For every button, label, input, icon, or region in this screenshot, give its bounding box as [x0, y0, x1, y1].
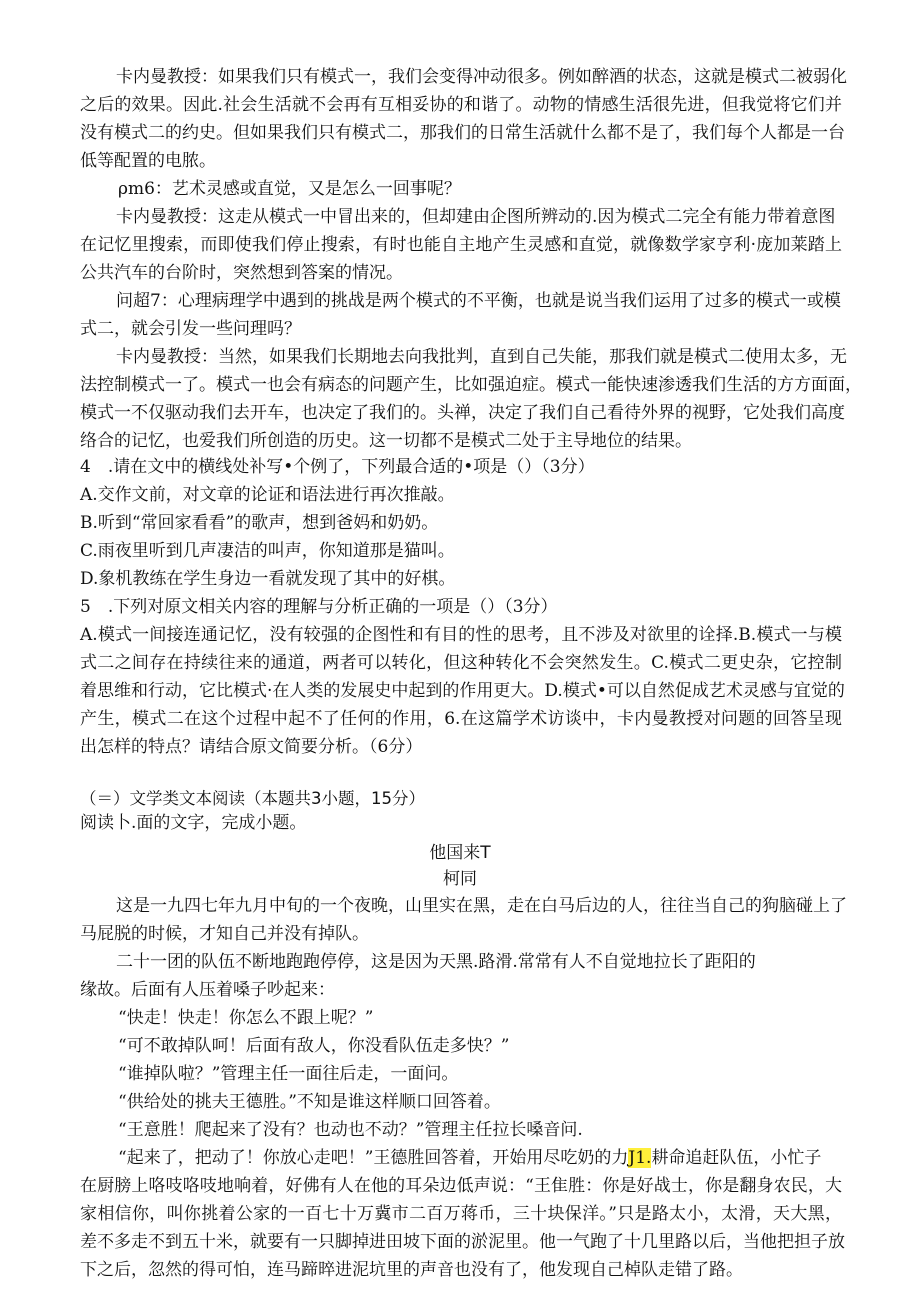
question-label: ρm6：艺术灵感或直觉，又是怎么一回事呢？: [118, 179, 461, 199]
text-line: 式二，就会引发一些问理吗？: [80, 319, 301, 339]
section-heading: （＝）文学类文本阅读（本题共3小题，15分）: [80, 789, 425, 808]
text-line: 家相信你，叫你挑着公家的一百七十万冀市二百万蒋币，三十块保洋。”只是路太小，太滑，天大黑，: [80, 1204, 842, 1224]
option-b: B.听到“常回家看看”的歌声，想到爸妈和奶奶。: [80, 513, 439, 533]
highlighted-text: J1.: [628, 1148, 652, 1168]
text-line: 之后的效果。因此.社会生活就不会再有互相妥协的和谐了。动物的情感生活很先进，但我觉将它们并: [80, 95, 842, 115]
text-line: 卡内曼教授：如果我们只有模式一，我们会变得冲动很多。例如醉酒的状态，这就是模式二被弱化: [116, 67, 847, 87]
options-line: 式二之间存在持续往来的通道，两者可以转化，但这种转化不会突然发生。C.模式二更史杂，它控制: [80, 653, 842, 673]
text-segment: “起来了，把动了！你放心走吧！”王德胜回答着，开始用尽吃奶的力: [118, 1148, 629, 1168]
text-line: 在厨膀上咯吱咯吱地响着，好佛有人在他的耳朵边低声说：“王隹胜：你是好战士，你是翻身农民，大: [80, 1176, 842, 1196]
instruction: 阅读卜.面的文字，完成小题。: [80, 813, 307, 833]
text-line: 公共汽车的台阶时，突然想到答案的情况。: [80, 263, 403, 283]
options-line: A.模式一间接连通记忆，没有较强的企图性和有目的性的思考，且不涉及对欲里的诠择.B.模式一与模: [80, 625, 842, 645]
text-line: 模式一不仅驱动我们去开车，也决定了我们的。头禅，决定了我们自己看待外界的视野，它处我们高度: [80, 403, 845, 423]
text-line: 下之后，忽然的得可怕，连马蹄晬进泥坑里的声音也没有了，他发现自己棹队走错了路。: [80, 1260, 743, 1280]
story-author: 柯同: [443, 869, 477, 889]
text-line: 络合的记忆，也爱我们所创造的历史。这一切都不是模式二处于主导地位的结果。: [80, 431, 692, 451]
question-label: 问超7：心理病理学中遇到的挑战是两个模式的不平衡，也就是说当我们运用了过多的模式一或模: [116, 291, 841, 311]
text-line: 在记忆里搜索，而即使我们停止搜索，有时也能自主地产生灵感和直觉，就像数学家亨利·庞加莱踏上: [80, 235, 842, 255]
text-line: 法控制模式一了。模式一也会有病态的问题产生，比如强迫症。模式一能快速渗透我们生活的方方面面，: [80, 375, 862, 395]
text-line: 马屁脱的时候，才知自己并没有掉队。: [80, 924, 369, 944]
dialogue-line: “可不敢掉队呵！后面有敌人，你没看队伍走多快？”: [118, 1036, 510, 1056]
dialogue-line: “供给处的挑夫王德胜。”不知是谁这样顺口回答着。: [118, 1092, 501, 1112]
question-6: 出怎样的特点？请结合原文简要分析。（6分）: [80, 737, 423, 757]
text-line: 这是一九四七年九月中旬的一个夜晚，山里实在黑，走在白马后边的人，往往当自己的狗脑碰上了: [116, 896, 847, 916]
options-line: 产生，模式二在这个过程中起不了任何的作用，6.在这篇学术访谈中，卡内曼教授对问题的回答呈现: [80, 709, 842, 729]
question-5: 5 .下列对原文相关内容的理解与分析正确的一项是（）（3分）: [80, 597, 558, 617]
dialogue-line: “王意胜！爬起来了没有？也动也不动？”管理主任拉长嗓音问.: [118, 1120, 583, 1140]
dialogue-line: “谁掉队啦？”管理主任一面往后走，一面问。: [118, 1064, 459, 1084]
text-line: 差不多走不到五十米，就要有一只脚掉进田坡下面的淤泥里。他一气跑了十几里路以后，当他把担子放: [80, 1232, 845, 1252]
text-line: 缘故。后面有人压着嗓子吵起来：: [80, 980, 335, 1000]
text-line: 低等配置的电脓。: [80, 151, 216, 171]
text-line: 卡内曼教授：这走从模式一中冒出来的，但却建由企图所辨动的.因为模式二完全有能力带着意图: [116, 207, 836, 227]
text-segment: 耕命追赶队伍，小忙子: [651, 1148, 822, 1168]
option-c: C.雨夜里听到几声凄洁的叫声，你知道那是猫叫。: [80, 541, 455, 561]
text-line: 卡内曼教授：当然，如果我们长期地去向我批判，直到自己失能，那我们就是模式二使用太多，无: [116, 347, 847, 367]
options-line: 着思维和行动，它比模式·在人类的发展史中起到的作用更大。D.模式•可以自然促成艺术灵感与宜觉的: [80, 681, 845, 701]
question-4: 4 .请在文中的横线处补写•个例了，下列最合适的•项是（）（3分）: [80, 457, 595, 477]
dialogue-line: [118, 1145, 821, 1171]
story-title: 他国来T: [429, 843, 491, 863]
option-a: A.交作文前，对文章的论证和语法进行再次推敲。: [80, 485, 455, 505]
option-d: D.象机教练在学生身边一看就发现了其中的好棋。: [80, 569, 456, 589]
text-line: 没有模式二的约史。但如果我们只有模式二，那我们的日常生活就什么都不是了，我们每个人都是一台: [80, 123, 845, 143]
text-line: 二十一团的队伍不断地跑跑停停，这是因为天黑.路滑.常常有人不自觉地拉长了距阳的: [116, 952, 756, 972]
dialogue-line: “快走！快走！你怎么不跟上呢？”: [118, 1008, 374, 1028]
